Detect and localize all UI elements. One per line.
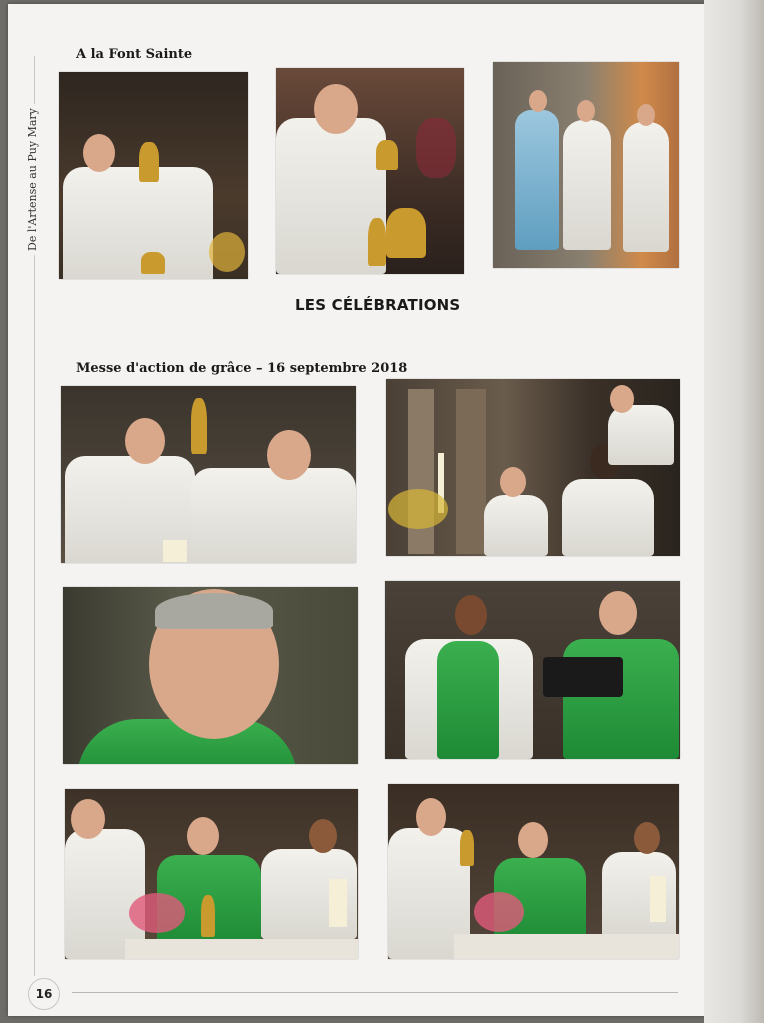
section-label-messe: Messe d'action de grâce – 16 septembre 2018 <box>76 361 408 376</box>
side-caption: De l'Artense au Puy Mary <box>26 104 39 255</box>
photo-messe-elevation <box>61 386 356 563</box>
photo-font-sainte-elevation <box>59 72 248 279</box>
page-number: 16 <box>28 978 60 1010</box>
photo-messe-concelebration-2 <box>388 784 679 959</box>
photo-font-sainte-altar <box>276 68 464 274</box>
section-label-font-sainte: A la Font Sainte <box>76 47 193 62</box>
next-page-edge <box>704 0 764 1023</box>
photo-font-sainte-clergy <box>493 62 679 268</box>
footer-rule <box>72 992 678 993</box>
photo-messe-concelebration-1 <box>65 789 358 959</box>
photo-messe-green-vestments <box>385 581 680 759</box>
main-title: LES CÉLÉBRATIONS <box>295 296 461 314</box>
photo-messe-servers <box>386 379 680 556</box>
photo-messe-portrait <box>63 587 358 764</box>
